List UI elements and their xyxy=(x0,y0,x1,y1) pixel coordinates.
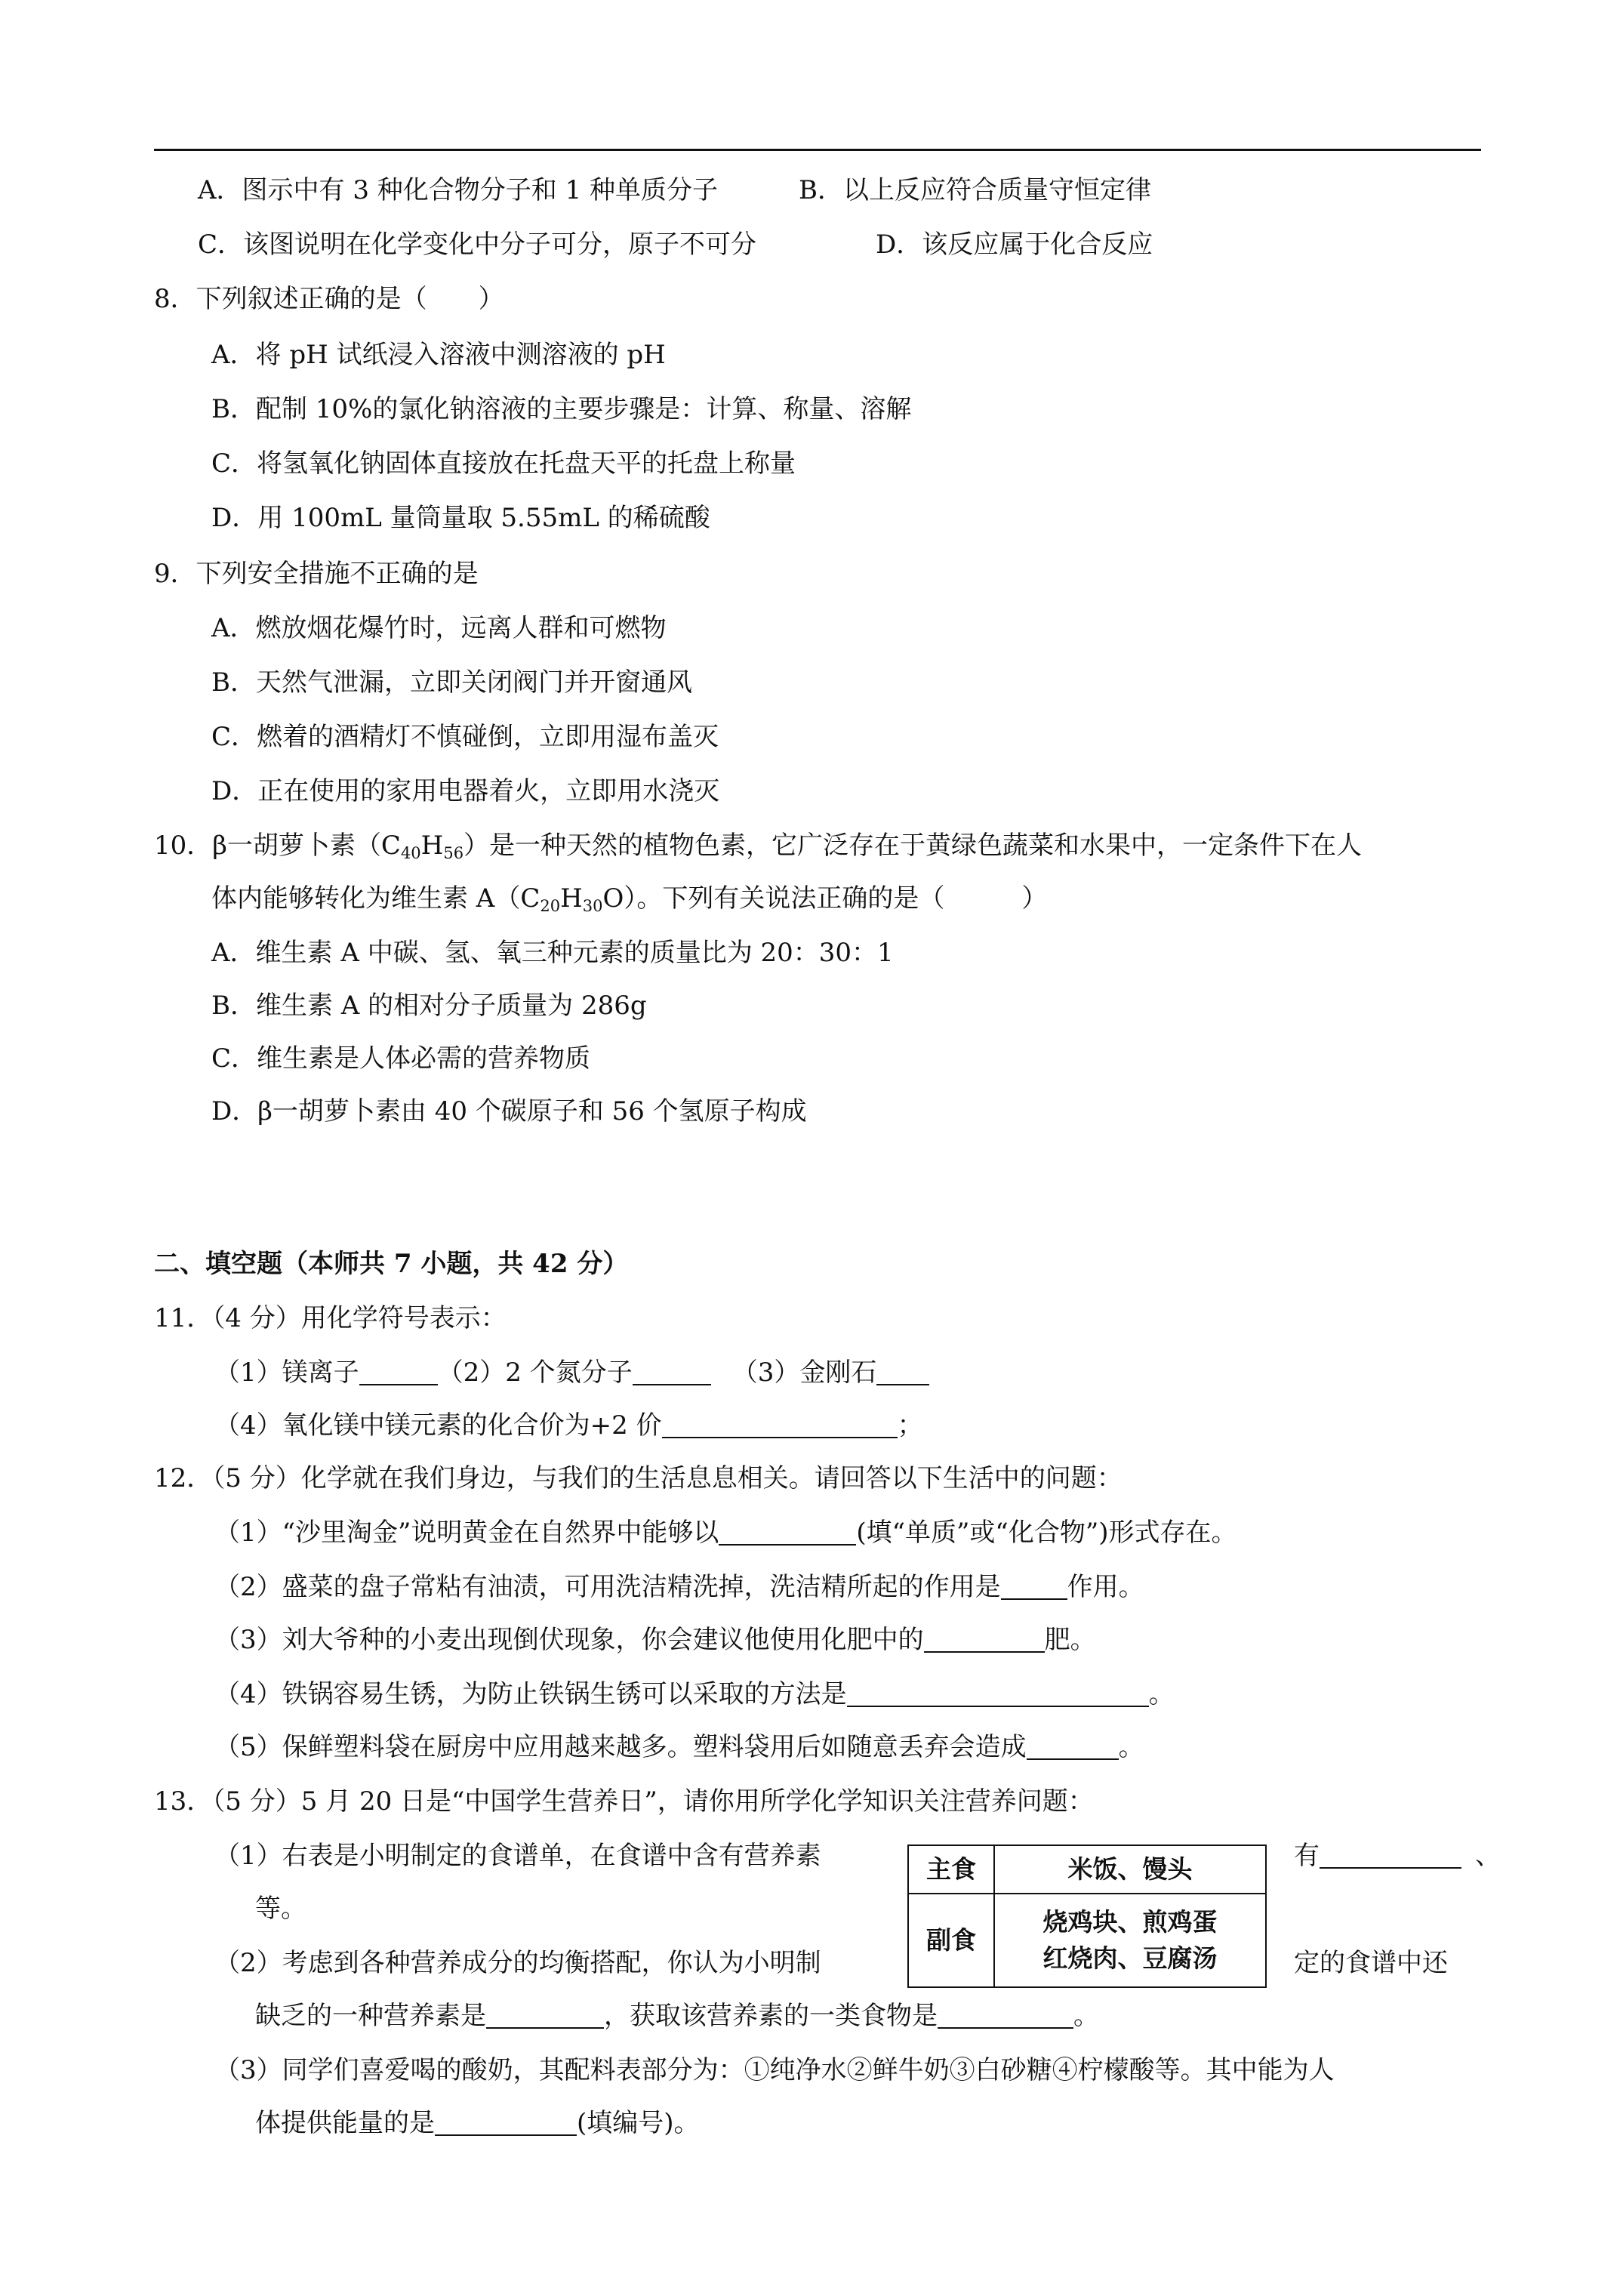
q7-option-d: D．该反应属于化合反应 xyxy=(876,230,1153,260)
q13-part-1-left: （1）右表是小明制定的食谱单，在食谱中含有营养素 xyxy=(214,1841,821,1871)
q12-part-3 xyxy=(214,1623,1096,1657)
q12-part-4 xyxy=(214,1678,1175,1711)
q13-stem: 13．（5 分）5 月 20 日是“中国学生营养日”，请你用所学化学知识关注营养问题： xyxy=(154,1786,1094,1817)
q10-option-c: C．维生素是人体必需的营养物质 xyxy=(211,1043,591,1074)
q9-option-c: C．燃着的酒精灯不慎碰倒，立即用湿布盖灭 xyxy=(211,722,719,752)
menu-side-value-1: 烧鸡块、煎鸡蛋 xyxy=(1042,1906,1218,1937)
header-rule xyxy=(154,149,1481,151)
q11-parts-line2 xyxy=(214,1409,923,1442)
q8-option-c: C．将氢氧化钠固体直接放在托盘天平的托盘上称量 xyxy=(211,448,796,479)
q11-blank-4[interactable] xyxy=(662,1414,898,1438)
q13-part-3-cont xyxy=(255,2106,700,2140)
menu-row-staple xyxy=(908,1845,1266,1894)
q10-stem-pre: 10．β一胡萝卜素（C xyxy=(154,831,401,861)
q13-part-1-right-text: 有 xyxy=(1294,1841,1320,1871)
q11-parts-line1 xyxy=(214,1356,929,1389)
q11-blank-2[interactable] xyxy=(633,1361,711,1385)
q12-part-5-pre: （5）保鲜塑料袋在厨房中应用越来越多。塑料袋用后如随意丢弃会造成 xyxy=(214,1732,1027,1762)
q8-option-a: A．将 pH 试纸浸入溶液中测溶液的 pH xyxy=(211,340,666,370)
q12-part-4-pre: （4）铁锅容易生锈，为防止铁锅生锈可以采取的方法是 xyxy=(214,1679,847,1709)
q12-part-3-pre: （3）刘大爷种的小麦出现倒伏现象，你会建议他使用化肥中的 xyxy=(214,1625,924,1655)
menu-side-label: 副食 xyxy=(908,1894,994,1988)
q12-part-4-post: 。 xyxy=(1148,1679,1175,1709)
q10-option-b: B．维生素 A 的相对分子质量为 286g xyxy=(211,991,647,1021)
menu-staple-value: 米饭、馒头 xyxy=(994,1845,1266,1894)
menu-row-side xyxy=(908,1894,1266,1988)
q10-stem-line2 xyxy=(211,882,1047,915)
q11-part-1: （1）镁离子 xyxy=(214,1358,359,1388)
q8-option-b: B．配制 10%的氯化钠溶液的主要步骤是：计算、称量、溶解 xyxy=(211,394,912,424)
q11-part-4: （4）氧化镁中镁元素的化合价为+2 价 xyxy=(214,1410,662,1441)
q13-blank-4[interactable] xyxy=(435,2112,577,2136)
q12-part-1-post: (填“单质”或“化合物”)形式存在。 xyxy=(856,1518,1237,1548)
q10-line2-post: O）。下列有关说法正确的是（ ） xyxy=(602,883,1048,914)
q9-option-d: D．正在使用的家用电器着火，立即用水浇灭 xyxy=(211,776,720,806)
q11-part-3: （3）金刚石 xyxy=(731,1358,877,1388)
q12-part-2-pre: （2）盛菜的盘子常粘有油渍，可用洗洁精洗掉，洗洁精所起的作用是 xyxy=(214,1572,1001,1602)
q10-sub-c40: 40 xyxy=(400,844,421,862)
q12-stem: 12．（5 分）化学就在我们身边，与我们的生活息息相关。请回答以下生活中的问题： xyxy=(154,1463,1123,1493)
q13-blank-3[interactable] xyxy=(938,2005,1073,2029)
q13-part-1-end: 、 xyxy=(1475,1841,1501,1871)
q13-part-2-cont-mid: ，获取该营养素的一类食物是 xyxy=(604,2001,938,2031)
q10-h: H xyxy=(420,831,444,861)
q11-part-2: （2）2 个氮分子 xyxy=(437,1358,633,1388)
q13-part-2-cont-pre: 缺乏的一种营养素是 xyxy=(255,2001,486,2031)
q7-option-b: B．以上反应符合质量守恒定律 xyxy=(799,175,1151,205)
q13-blank-2[interactable] xyxy=(486,2005,604,2029)
q12-part-5 xyxy=(214,1730,1144,1764)
q9-option-b: B．天然气泄漏，立即关闭阀门并开窗通风 xyxy=(211,667,692,698)
q10-option-a: A．维生素 A 中碳、氢、氧三种元素的质量比为 20：30：1 xyxy=(211,938,894,968)
q10-stem xyxy=(154,829,1362,862)
q10-sub-c20: 20 xyxy=(540,897,561,915)
q10-stem-post: ）是一种天然的植物色素，它广泛存在于黄绿色蔬菜和水果中，一定条件下在人 xyxy=(463,831,1363,861)
q12-blank-2[interactable] xyxy=(1001,1576,1067,1600)
q13-part-2-left: （2）考虑到各种营养成分的均衡搭配，你认为小明制 xyxy=(214,1948,821,1978)
q12-part-2-post: 作用。 xyxy=(1067,1572,1144,1602)
q11-part-4-end: ； xyxy=(897,1410,923,1441)
q13-part-3: （3）同学们喜爱喝的酸奶，其配料表部分为：①纯净水②鲜牛奶③白砂糖④柠檬酸等。其中能为人 xyxy=(214,2055,1335,2085)
menu-side-value xyxy=(994,1894,1266,1988)
q10-sub-h30: 30 xyxy=(582,897,603,915)
q10-h2: H xyxy=(560,883,583,914)
q9-option-a: A．燃放烟花爆竹时，远离人群和可燃物 xyxy=(211,613,667,643)
q13-part-2-right: 定的食谱中还 xyxy=(1294,1948,1448,1978)
section-2-title: 二、填空题（本师共 7 小题，共 42 分） xyxy=(154,1249,629,1279)
q8-stem: 8．下列叙述正确的是（ ） xyxy=(154,284,504,314)
menu-table xyxy=(907,1845,1267,1988)
q12-blank-4[interactable] xyxy=(847,1683,1149,1707)
q10-line2-pre: 体内能够转化为维生素 A（C xyxy=(211,883,540,914)
q12-part-5-post: 。 xyxy=(1118,1732,1144,1762)
q11-blank-3[interactable] xyxy=(876,1361,929,1385)
q11-blank-1[interactable] xyxy=(359,1361,438,1385)
q11-stem: 11．（4 分）用化学符号表示： xyxy=(154,1303,507,1333)
menu-side-value-2: 红烧肉、豆腐汤 xyxy=(1042,1943,1218,1973)
q7-option-c: C．该图说明在化学变化中分子可分，原子不可分 xyxy=(198,230,757,260)
q13-part-2-cont xyxy=(255,1999,1099,2032)
q9-stem: 9．下列安全措施不正确的是 xyxy=(154,559,479,589)
q12-part-1-pre: （1）“沙里淘金”说明黄金在自然界中能够以 xyxy=(214,1518,719,1548)
q13-part-3-cont-post: (填编号)。 xyxy=(577,2108,700,2138)
q12-blank-3[interactable] xyxy=(924,1629,1045,1653)
q12-part-3-post: 肥。 xyxy=(1044,1625,1096,1655)
q13-part-2-cont-end: 。 xyxy=(1073,2001,1099,2031)
menu-staple-label: 主食 xyxy=(908,1845,994,1894)
q12-part-2 xyxy=(214,1570,1144,1604)
q12-blank-1[interactable] xyxy=(719,1521,856,1546)
q13-blank-1[interactable] xyxy=(1320,1845,1461,1869)
q8-option-d: D．用 100mL 量筒量取 5.55mL 的稀硫酸 xyxy=(211,503,710,533)
q13-part-1-right xyxy=(1294,1839,1501,1872)
q7-option-a: A．图示中有 3 种化合物分子和 1 种单质分子 xyxy=(198,175,719,205)
q12-blank-5[interactable] xyxy=(1027,1736,1119,1760)
q12-part-1 xyxy=(214,1516,1236,1549)
q10-sub-h56: 56 xyxy=(443,844,464,862)
q13-part-3-cont-pre: 体提供能量的是 xyxy=(255,2108,435,2138)
q13-part-1-cont: 等。 xyxy=(255,1894,306,1924)
q10-option-d: D．β一胡萝卜素由 40 个碳原子和 56 个氢原子构成 xyxy=(211,1096,807,1126)
